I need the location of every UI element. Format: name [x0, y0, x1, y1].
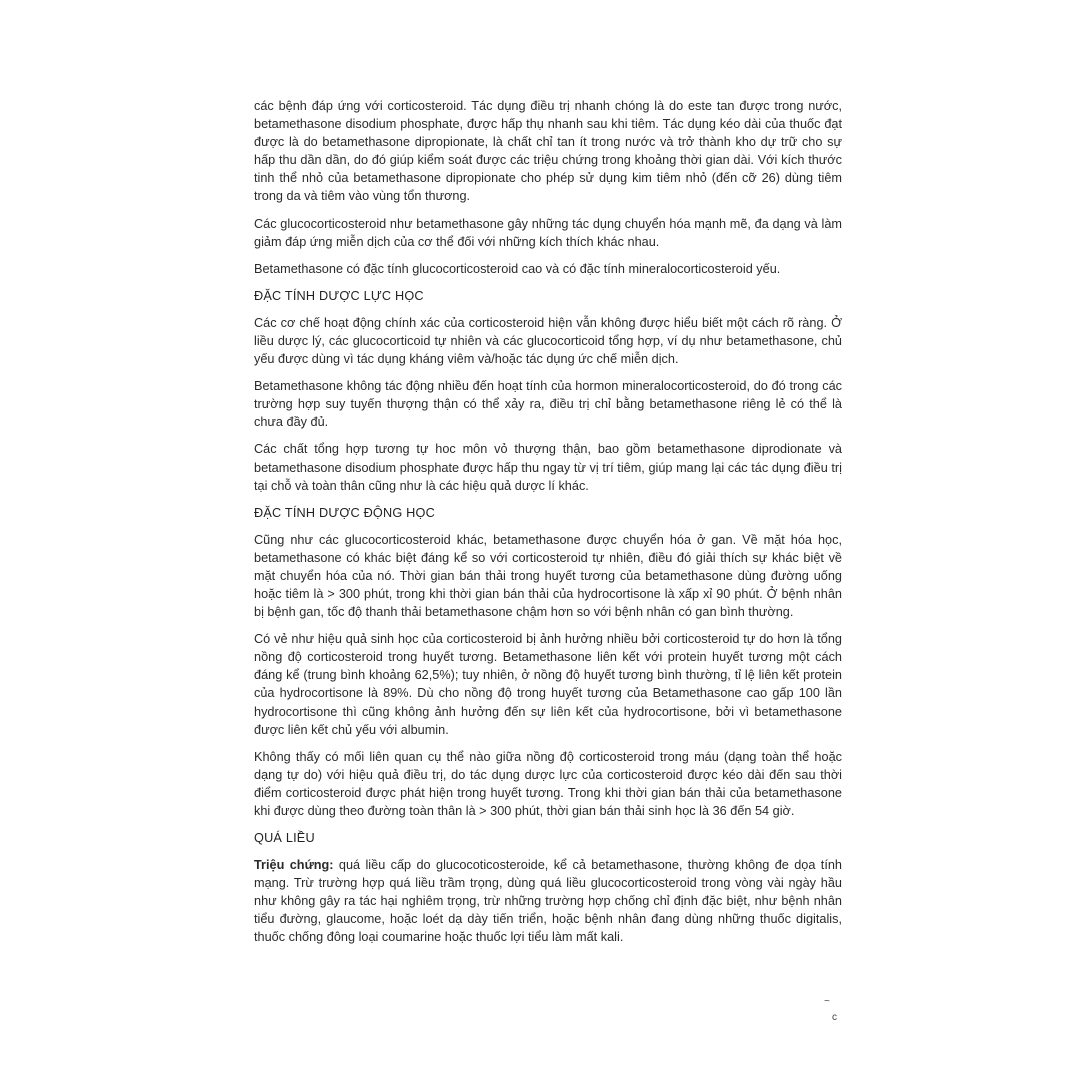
intro-paragraph-2: Các glucocorticosteroid như betamethasone gây những tác dụng chuyển hóa mạnh mẽ, đa dạng và làm giảm đáp ứng miễn dịch của cơ thể đối với những kích thích khác nhau.: [254, 216, 842, 249]
pharmacokinetics-paragraph-2: Có vẻ như hiệu quả sinh học của corticosteroid bị ảnh hưởng nhiều bởi corticosteroid tự do hơn là tổng nồng độ corticosteroid trong huyết tương. Betamethasone liên kết với protein huyết tương một cách đáng kể (trung bình khoảng 62,5%); tuy nhiên, ở nồng độ huyết tương bình thường, tỉ lệ liên kết protein của hydrocortisone là 89%. Dù cho nồng độ trong huyết tương của Betamethasone cao gấp 100 lần hydrocortisone thì cũng không ảnh hưởng đến sự liên kết của hydrocortisone, bởi vì betamethasone được liên kết chủ yếu với albumin.: [254, 632, 842, 737]
pharmacodynamics-heading: ĐẶC TÍNH DƯỢC LỰC HỌC: [254, 288, 424, 303]
page-number-mark: c: [832, 1012, 837, 1023]
intro-paragraph-3: Betamethasone có đặc tính glucocorticosteroid cao và có đặc tính mineralocorticosteroid yếu.: [254, 261, 781, 276]
intro-paragraph-1: các bệnh đáp ứng với corticosteroid. Tác dụng điều trị nhanh chóng là do este tan được trong nước, betamethasone disodium phosphate, được hấp thụ nhanh sau khi tiêm. Tác dụng kéo dài của thuốc đạt được là do betamethasone dipropionate, là chất chỉ tan ít trong nước và trở thành kho dự trữ cho sự hấp thu dần dần, do đó giúp kiểm soát được các triệu chứng trong khoảng thời gian dài. Với kích thước tinh thể nhỏ của betamethasone dipropionate cho phép sử dụng kim tiêm nhỏ (đến cỡ 26) dùng tiêm trong da và tiêm vào vùng tổn thương.: [254, 99, 842, 204]
margin-mark: ~: [824, 996, 830, 1007]
overdose-paragraph: [254, 856, 842, 946]
pharmacodynamics-paragraph-3: Các chất tổng hợp tương tự hoc môn vỏ thượng thận, bao gồm betamethasone diprodionate và betamethasone disodium phosphate được hấp thu ngay từ vị trí tiêm, giúp mang lại các tác dụng điều trị tại chỗ và toàn thân cũng như là các hiệu quả dược lí khác.: [254, 442, 842, 493]
overdose-heading: QUÁ LIỀU: [254, 831, 315, 846]
overdose-symptoms-label: Triệu chứng:: [254, 858, 334, 873]
pharmacokinetics-paragraph-1: Cũng như các glucocorticosteroid khác, betamethasone được chuyển hóa ở gan. Về mặt hóa học, betamethasone có khác biệt đáng kể so với corticosteroid tự nhiên, điều đó giải thích sự khác biệt về mặt chuyển hóa của nó. Thời gian bán thải trong huyết tương của betamethasone dùng đường uống hoặc tiêm là > 300 phút, trong khi thời gian bán thải của hydrocortisone là xấp xỉ 90 phút. Ở bệnh nhân bị bệnh gan, tốc độ thanh thải betamethasone chậm hơn so với bệnh nhân có gan bình thường.: [254, 532, 842, 620]
pharmacokinetics-heading: ĐẶC TÍNH DƯỢC ĐỘNG HỌC: [254, 505, 435, 520]
pharmacodynamics-paragraph-2: Betamethasone không tác động nhiều đến hoạt tính của hormon mineralocorticosteroid, do đó trong các trường hợp suy tuyến thượng thận có thể xảy ra, điều trị chỉ bằng betamethasone riêng lẻ có thể là chưa đầy đủ.: [254, 379, 842, 430]
overdose-symptoms-text: quá liều cấp do glucocoticosteroide, kể cả betamethasone, thường không đe dọa tính mạng. Trừ trường hợp quá liều trầm trọng, dùng quá liều glucocorticosteroid trong vòng vài ngày hầu như không gây ra tác hại nghiêm trọng, trừ những trường hợp chống chỉ định đặc biệt, như bệnh nhân tiểu đường, glaucome, hoặc loét dạ dày tiến triển, hoặc bệnh nhân đang dùng những thuốc digitalis, thuốc chống đông loại coumarine hoặc thuốc lợi tiểu làm mất kali.: [254, 858, 843, 945]
pharmacokinetics-paragraph-3: Không thấy có mối liên quan cụ thể nào giữa nồng độ corticosteroid trong máu (dạng toàn thể hoặc dạng tự do) với hiệu quả điều trị, do tác dụng dược lực của corticosteroid được kéo dài đến sau thời điểm corticosteroid được phát hiện trong huyết tương. Trong khi thời gian bán thải của betamethasone khi được dùng theo đường toàn thân là > 300 phút, thời gian bán thải sinh học là 36 đến 54 giờ.: [254, 749, 842, 818]
document-page: [254, 97, 842, 956]
pharmacodynamics-paragraph-1: Các cơ chế hoạt động chính xác của corticosteroid hiện vẫn không được hiểu biết một cách rõ ràng. Ở liều dược lý, các glucocorticoid tự nhiên và các glucocorticoid tổng hợp, ví dụ như betamethasone, chủ yếu được dùng vì tác dụng kháng viêm và/hoặc tác dụng ức chế miễn dịch.: [254, 315, 842, 367]
